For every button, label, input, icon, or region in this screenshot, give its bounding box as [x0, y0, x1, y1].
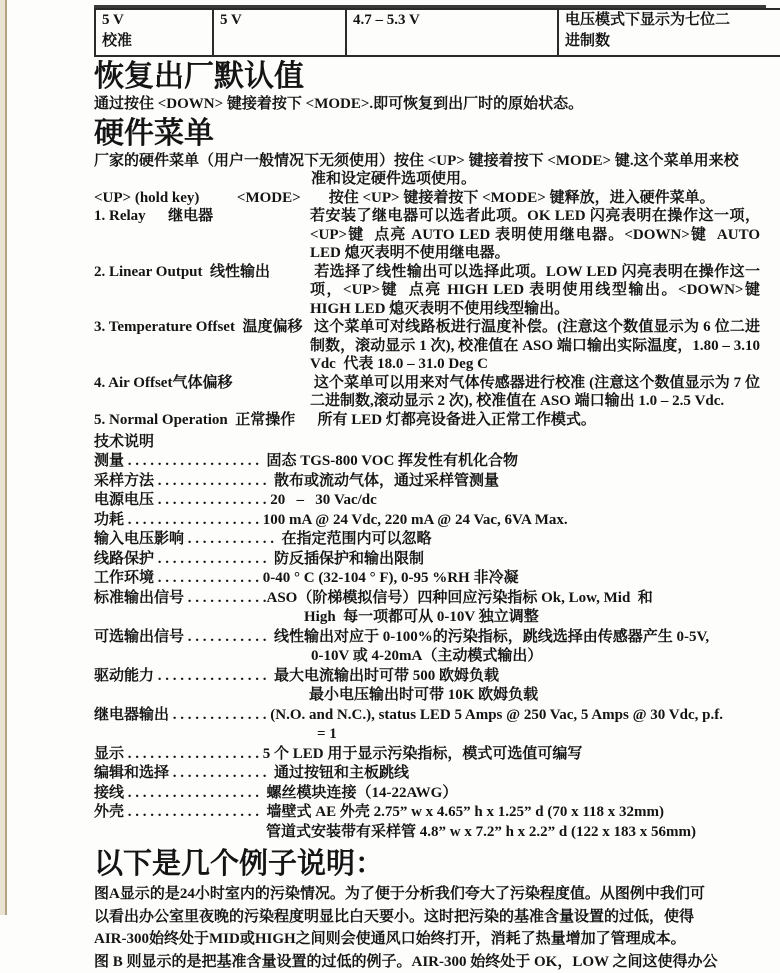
- menu-desc: 所有 LED 灯都亮设备进入正常工作模式。: [310, 411, 760, 430]
- cell-text: 校准: [102, 31, 206, 52]
- table-cell-nominal: [213, 9, 346, 56]
- menu-label: 1. Relay 继电器: [94, 207, 310, 263]
- spec-line: 外壳 . . . . . . . . . . . . . . . . . . 墙壁式 AE 外壳 2.75” w x 4.65” h x 1.25” d (70 x 118 x 32mm): [94, 803, 766, 823]
- spec-line: 工作环境 . . . . . . . . . . . . . . 0-40 ° C (32-104 ° F), 0-95 %RH 非冷凝: [94, 569, 766, 589]
- calibration-table: [94, 8, 780, 57]
- tech-notes-heading: 技术说明: [94, 432, 766, 452]
- spec-line: 线路保护 . . . . . . . . . . . . . . . 防反插保护和输出限制: [94, 550, 766, 570]
- spec-continuation: 最小电压输出时可带 10K 欧姆负载: [309, 686, 766, 706]
- menu-label: 3. Temperature Offset 温度偏移: [94, 318, 310, 374]
- spec-row: [94, 667, 766, 706]
- spec-row: [94, 589, 766, 628]
- restore-defaults-body: 通过按住 <DOWN> 键接着按下 <MODE>.即可恢复到出厂时的原始状态。: [94, 95, 766, 114]
- section-title-examples: 以下是几个例子说明：: [94, 846, 766, 882]
- spec-row: [94, 472, 766, 492]
- table-cell-range: [346, 9, 558, 56]
- spec-line: 接线 . . . . . . . . . . . . . . . . . . 螺丝模块连接（14-22AWG）: [94, 784, 766, 804]
- menu-row-air-offset: [94, 374, 766, 411]
- cell-text: 4.7 – 5.3 V: [353, 10, 551, 31]
- menu-row-linear-output: [94, 263, 766, 319]
- scan-edge-line: [5, 0, 7, 915]
- hardware-intro-line2: 准和设定硬件选项使用。: [311, 170, 766, 189]
- cell-text: 电压模式下显示为七位二: [565, 10, 774, 31]
- menu-desc: 这个菜单可对线路板进行温度补偿。(注意这个数值显示为 6 位二进制数，滚动显示 1 次), 校准值在 ASO 端口输出实际温度，1.80 – 3.10 Vdc 代表 18.0 – 31.0 Deg C: [310, 318, 760, 374]
- spec-row: [94, 803, 766, 842]
- cell-text: 5 V: [220, 10, 339, 31]
- menu-label: 5. Normal Operation 正常操作: [94, 411, 310, 430]
- spec-line: 可选输出信号 . . . . . . . . . . . 线性输出对应于 0-100%的污染指标，跳线选择由传感器产生 0-5V,: [94, 628, 766, 648]
- menu-label: 4. Air Offset气体偏移: [94, 374, 310, 411]
- spec-continuation: High 每一项都可从 0-10V 独立调整: [304, 608, 766, 628]
- examples-paragraph-line: 图 B 则显示的是把基准含量设置的过低的例子。AIR-300 始终处于 OK，LOW 之间这使得办公: [94, 951, 766, 973]
- spec-continuation: 管道式安装带有采样管 4.8” w x 7.2” h x 2.2” d (122 x 183 x 56mm): [266, 823, 766, 843]
- spec-row: [94, 530, 766, 550]
- section-title-hardware-menu: 硬件菜单: [94, 115, 766, 152]
- spec-line: 电源电压 . . . . . . . . . . . . . . . 20 – 30 Vac/dc: [94, 491, 766, 511]
- spec-continuation: = 1: [317, 725, 766, 745]
- spec-continuation: 0-10V 或 4-20mA（主动模式输出）: [311, 647, 766, 667]
- menu-desc: 按住 <UP> 键接着按下 <MODE> 键释放，进入硬件菜单。: [310, 189, 760, 208]
- menu-row-enter: [94, 189, 766, 208]
- spec-row: [94, 745, 766, 765]
- hardware-intro-line1: 厂家的硬件菜单（用户一般情况下无须使用）按住 <UP> 键接着按下 <MODE> 键.这个菜单用来校: [94, 152, 766, 171]
- examples-paragraph-line: 图A显示的是24小时室内的污染情况。为了便于分析我们夸大了污染程度值。从图例中我们可: [94, 883, 766, 906]
- spec-row: [94, 628, 766, 667]
- spec-line: 输入电压影响 . . . . . . . . . . . . 在指定范围内可以忽略: [94, 530, 766, 550]
- table-cell-note: [558, 9, 780, 56]
- cell-text: 5 V: [102, 10, 206, 31]
- spec-row: [94, 764, 766, 784]
- table-row: [95, 9, 780, 56]
- cell-text: 进制数: [565, 31, 774, 52]
- spec-line: 编辑和选择 . . . . . . . . . . . . . 通过按钮和主板跳线: [94, 764, 766, 784]
- menu-desc: 若选择了线性输出可以选择此项。LOW LED 闪亮表明在操作这一项，<UP>键 点亮 HIGH LED 表明使用线型输出。<DOWN>键 HIGH LED 熄灭表明不使用线型输出。: [310, 263, 760, 319]
- spec-row: [94, 550, 766, 570]
- menu-row-normal-operation: [94, 411, 766, 430]
- spec-line: 测量 . . . . . . . . . . . . . . . . . . 固态 TGS-800 VOC 挥发性有机化合物: [94, 452, 766, 472]
- spec-line: 标准输出信号 . . . . . . . . . . .ASO（阶梯模拟信号）四种回应污染指标 Ok, Low, Mid 和: [94, 589, 766, 609]
- spec-row: [94, 491, 766, 511]
- spec-row: [94, 452, 766, 472]
- spec-row: [94, 784, 766, 804]
- examples-paragraph-line: 以看出办公室里夜晚的污染程度明显比白天要小。这时把污染的基准含量设置的过低，使得: [94, 906, 766, 929]
- menu-label: <UP> (hold key) <MODE>: [94, 189, 310, 208]
- menu-row-temperature-offset: [94, 318, 766, 374]
- spec-line: 驱动能力 . . . . . . . . . . . . . . . 最大电流输出时可带 500 欧姆负载: [94, 667, 766, 687]
- spec-line: 功耗 . . . . . . . . . . . . . . . . . . 100 mA @ 24 Vdc, 220 mA @ 24 Vac, 6VA Max.: [94, 511, 766, 531]
- page-content: [94, 0, 766, 973]
- spec-row: [94, 706, 766, 745]
- spec-line: 显示 . . . . . . . . . . . . . . . . . . 5 个 LED 用于显示污染指标，模式可选值可编写: [94, 745, 766, 765]
- examples-paragraph-line: AIR-300始终处于MID或HIGH之间则会使通风口始终打开，消耗了热量增加了管理成本。: [94, 928, 766, 951]
- menu-label: 2. Linear Output 线性输出: [94, 263, 310, 319]
- spec-row: [94, 511, 766, 531]
- menu-desc: 这个菜单可以用来对气体传感器进行校准 (注意这个数值显示为 7 位二进制数,滚动显示 2 次), 校准值在 ASO 端口输出 1.0 – 2.5 Vdc.: [310, 374, 760, 411]
- table-cell-label: [95, 9, 213, 56]
- menu-row-relay: [94, 207, 766, 263]
- table-top-rule: [94, 5, 766, 8]
- spec-line: 采样方法 . . . . . . . . . . . . . . . 散布或流动气体，通过采样管测量: [94, 472, 766, 492]
- section-title-restore-defaults: 恢复出厂默认值: [94, 58, 766, 95]
- menu-desc: 若安装了继电器可以选者此项。OK LED 闪亮表明在操作这一项，<UP>键 点亮 AUTO LED 表明使用继电器。<DOWN>键 AUTO LED 熄灭表明不使用继电器。: [310, 207, 760, 263]
- spec-line: 继电器输出 . . . . . . . . . . . . . (N.O. and N.C.), status LED 5 Amps @ 250 Vac, 5 Amps @ 30 Vdc, p.f.: [94, 706, 766, 726]
- spec-row: [94, 569, 766, 589]
